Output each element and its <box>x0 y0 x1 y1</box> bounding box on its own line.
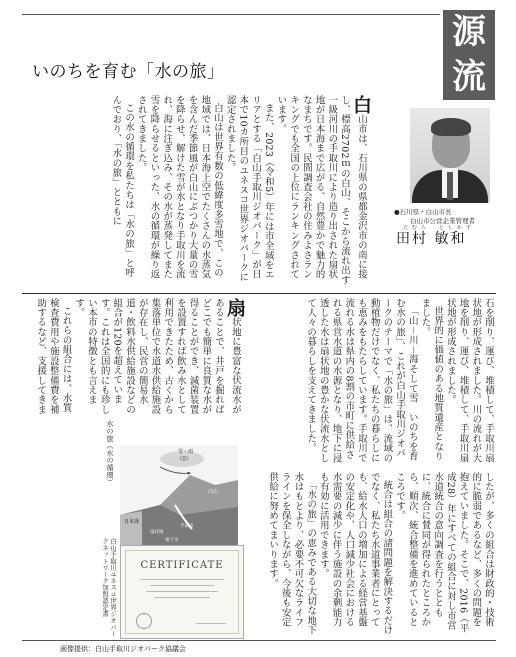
right-upper-paragraph-2: 世界的に価値のある地質遺産となりました。 <box>419 298 444 462</box>
author-photo <box>410 108 490 203</box>
right-column-lower-text <box>250 472 494 636</box>
top-rule <box>22 14 440 15</box>
certificate-line <box>140 579 224 580</box>
lower-paragraph-1: 状地に豊富な伏流水があることで、井戸を掘ればどこでも簡単に良質な水が得ることができ、減菌装置を設置すれば飲み水として利用できたため、古くから集落単位で水道水供給施設が存在し、民営の簡易水道・飲料水供給施設などの組合が120を超えています。これは全国的にも珍しい本市の特徴とも言えます。 <box>73 298 241 415</box>
upper-right-text <box>244 250 494 290</box>
image-credit: 画像提供：白山手取川ジオパーク協議会 <box>60 645 186 653</box>
author-name: 田村 敏和 <box>396 231 467 247</box>
upper-paragraph-4: この水の循環を私たちは「水の旅」と呼んでおり、「水の旅」とともに <box>110 95 135 278</box>
right-upper-paragraph-1: 石を削り、運び、堆積して、手取川扇状地が形成されました。川の流れが大地を削り、運び、堆積して、手取川扇状地が形成されました。 <box>444 298 494 463</box>
diagram-label-clouds2: (雲) <box>180 457 189 462</box>
drop-cap-haku: 白 <box>350 95 372 115</box>
diagram-label-groundwater: 地下水 <box>165 538 179 543</box>
section-box-ryu: 流 <box>443 55 495 100</box>
right-upper-paragraph-3: 「山－川－海そして雪 いのちを育む水の旅」、これが白山手取川ジオパークのテーマで「水の旅」は、流域の動植物だけでなく、私たちの暮らしにも恵みをもたらしています。手取川で流れる水は県内の8割の市町に供給される県営水道の水源となり、地下に浸透した水は扇状地の豊かな伏流水として人々の暮らしを支えてきました。 <box>305 298 418 463</box>
diagram-label-clouds: 雪・雨 <box>178 449 194 455</box>
section-box-gen: 源 <box>443 10 495 55</box>
certificate-signature-line <box>196 623 226 624</box>
certificate-image <box>120 545 244 639</box>
water-cycle-diagram <box>120 445 238 545</box>
diagram-label-mountain: 白山 <box>208 489 219 495</box>
certificate-line <box>146 591 218 592</box>
diagram-label-river: 手取川 <box>180 524 194 529</box>
section-divider <box>22 293 496 294</box>
certificate-title: CERTIFICATE <box>140 560 224 571</box>
footer-rule <box>22 640 496 641</box>
drop-cap-sen: 扇 <box>224 298 246 318</box>
lower-body-text <box>24 298 246 418</box>
lower-right-paragraph-3: 「水の旅」の恵みである大切な地下水はもとより、必要不可欠なライフラインを保全しながら、今後も安定供給に努めてまいります。 <box>267 472 317 636</box>
author-affiliation-line2: 白山市公営企業管理者 <box>410 217 475 225</box>
certificate-line <box>154 597 210 598</box>
upper-paragraph-1: 山市は、石川県の県都金沢市の南に接し、標高2702ｍの白山、そこから流れ出す一級河川の手取川により造り出された扇状地が日本海まで広がる、自然豊かで魅力的なまちです。民間調査会社の住みよさランキングでも全国の上位にランキングされています。 <box>275 95 367 285</box>
certificate-line <box>150 585 214 586</box>
lower-right-paragraph-2: 統合は組合の諸問題を解決するだけでなく、私たち水道事業者にとっても、給水人口の増加による経営基盤の安定化や、人口減少社会における水需要の減少に伴う施設の余剰能力も有効に活用できます。 <box>317 472 393 636</box>
author-affiliation-line1: ●石川県・白山市長 <box>394 208 452 216</box>
author-name-ruby: たむら としかず <box>403 225 476 231</box>
article-title: いのちを育む「水の旅」 <box>32 62 225 82</box>
diagram-label-sea: 日本海 <box>124 519 140 525</box>
lower-right-paragraph-1: したが、多くの組合は財政的・技術的に脆弱であるなど、多くの問題を抱えていました。そこで、2016（平成28）年にすべての組合に対し市営水道統合の意向調査を行うとともに、統合に賛同が得られたところから、順次、統合整備を進めているところです。 <box>394 472 494 633</box>
upper-paragraph-2: また、2023（令和5）年には市全域をエリアとする「白山手取川ジオパーク」が日本で10カ所目のユネスコ世界ジオパークに認定されました。 <box>224 95 274 282</box>
certificate-caption: 白山手取川ユネスコ世界ジオパークネットワーク加盟認定書 <box>101 538 116 637</box>
unesco-logo-icon <box>136 613 152 629</box>
diagram-caption: 水の旅（水の循環） <box>106 420 114 486</box>
lower-paragraph-2: これらの組合には、水質検査費用や施設整備費を補助するなど、支援してきま <box>35 298 72 415</box>
right-column-upper-text <box>250 298 494 466</box>
upper-paragraph-3: 白山は世界有数の低緯度多雪地で、この地域では、日本海上空でたくさんの水蒸気を含んだ季節風が白山にぶつかり大量の雪を降らせ、解けた雪が水となり手取川を流れ、海に注ぎ込み、その水が蒸発してまた雪を降らせるといった、水の循環が繰り返されてきました。 <box>135 95 223 280</box>
diagram-label-fan: 扇状地 <box>150 530 164 535</box>
